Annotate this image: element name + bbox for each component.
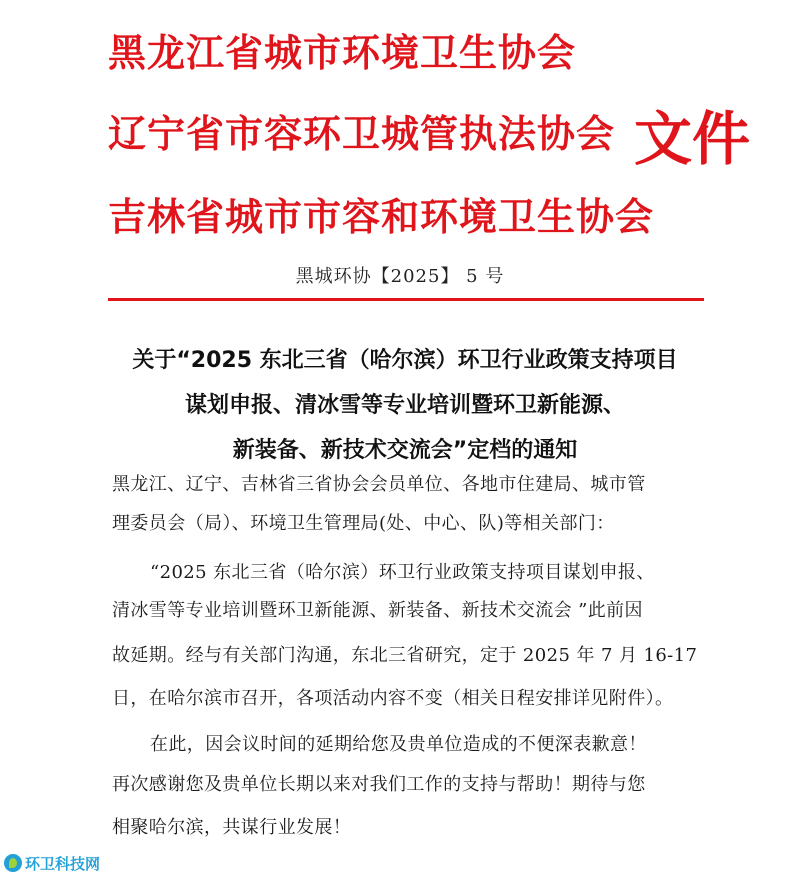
body-paragraph-2-line-1: 在此，因会议时间的延期给您及贵单位造成的不便深表歉意！ [150, 734, 647, 755]
body-paragraph-2-line-2: 再次感谢您及贵单位长期以来对我们工作的支持与帮助！期待与您 [112, 774, 646, 795]
body-paragraph-1-line-4: 日，在哈尔滨市召开，各项活动内容不变（相关日程安排详见附件）。 [112, 688, 674, 709]
document-header [0, 0, 800, 310]
issuer-heilongjiang: 黑龙江省城市环境卫生协会 [108, 31, 577, 75]
issuer-jilin: 吉林省城市市容和环境卫生协会 [108, 195, 655, 239]
body-paragraph-1-line-1: “2025 东北三省（哈尔滨）环卫行业政策支持项目谋划申报、 [150, 562, 655, 583]
recipients-line-1: 黑龙江、辽宁、吉林省三省协会会员单位、各地市住建局、城市管 [112, 474, 646, 495]
leaf-drop-icon [4, 854, 22, 872]
body-paragraph-1-line-3: 故延期。经与有关部门沟通，东北三省研究，定于 2025 年 7 月 16-17 [112, 645, 698, 666]
issuer-liaoning: 辽宁省市容环卫城管执法协会 [108, 112, 616, 156]
body-paragraph-1-line-2: 清冰雪等专业培训暨环卫新能源、新装备、新技术交流会 ”此前因 [112, 600, 643, 621]
body-paragraph-2-line-3: 相聚哈尔滨，共谋行业发展！ [112, 817, 352, 838]
notice-title-line-1: 关于“2025 东北三省（哈尔滨）环卫行业政策支持项目 [132, 348, 678, 373]
notice-title-line-2: 谋划申报、清冰雪等专业培训暨环卫新能源、 [184, 393, 625, 418]
red-divider [108, 298, 704, 301]
document-number: 黑城环协【2025】 5 号 [295, 266, 505, 287]
watermark-text: 环卫科技网 [25, 854, 101, 873]
watermark-logo [4, 852, 100, 874]
document-type-label: 文件 [634, 105, 751, 173]
recipients-line-2: 理委员会（局）、环境卫生管理局(处、中心、队)等相关部门： [112, 513, 615, 534]
notice-title-line-3: 新装备、新技术交流会”定档的通知 [232, 438, 578, 463]
